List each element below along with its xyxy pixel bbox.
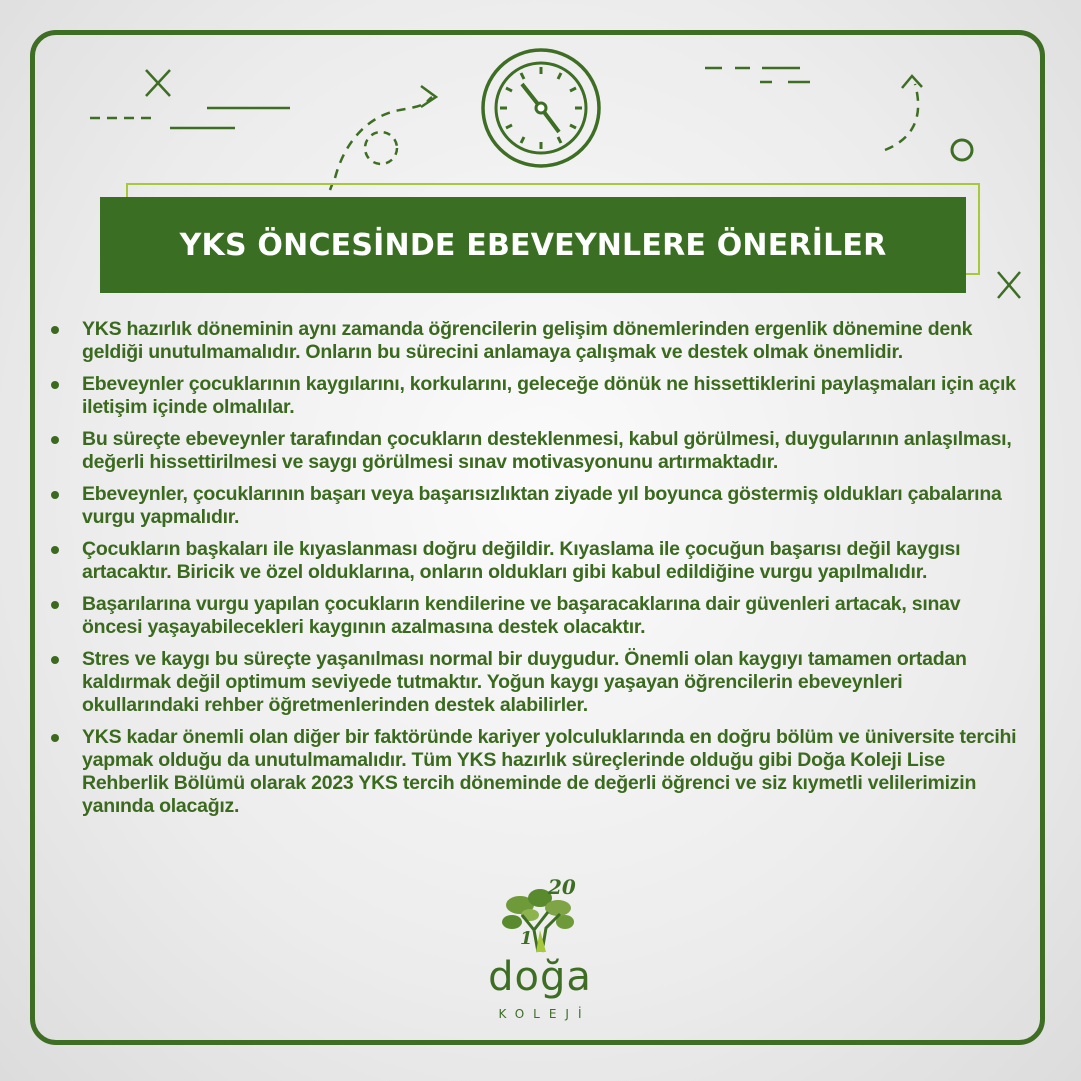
list-item-text: YKS hazırlık döneminin aynı zamanda öğrencilerin gelişim dönemlerinden ergenlik dönemine denk geldiği unutulmamalıdır. Onların bu sürecini anlamaya çalışmak ve destek olmak önemlidir. [82, 318, 973, 363]
logo-subtitle: KOLEJİ [498, 1007, 591, 1021]
list-item-text: YKS kadar önemli olan diğer bir faktöründe kariyer yolculuklarında en doğru bölüm ve üniversite tercihi yapmak olduğu da unutulmamalıdır. Tüm YKS hazırlık süreçlerinde olduğu gibi Doğa Koleji Lise Rehberlik Bölümü olarak 2023 YKS tercih döneminde de değerli öğrenci ve siz kıymetli velilerimizin yanında olacağız. [82, 726, 1017, 817]
list-item-text: Çocukların başkaları ile kıyaslanması doğru değildir. Kıyaslama ile çocuğun başarısı değil kaygısı artacaktır. Biricik ve özel olduklarına, onların oldukları gibi kabul edildiğine vurgu yapılmalıdır. [82, 538, 961, 583]
list-item-text: Bu süreçte ebeveynler tarafından çocukların desteklenmesi, kabul görülmesi, duygularının anlaşılması, değerli hissettirilmesi ve saygı görülmesi sınav motivasyonunu artırmaktadır. [82, 428, 1012, 473]
list-item-text: Başarılarına vurgu yapılan çocukların kendilerine ve başaracaklarına dair güvenleri artacak, sınav öncesi yaşayabilecekleri kaygının azalmasına destek olacaktır. [82, 593, 961, 638]
logo-name: doğa [488, 954, 592, 1000]
list-item-text: Ebeveynler, çocuklarının başarı veya başarısızlıktan ziyade yıl boyunca göstermiş oldukları çabalarına vurgu yapmalıdır. [82, 483, 1002, 528]
list-item-text: Ebeveynler çocuklarının kaygılarını, korkularını, geleceğe dönük ne hissettiklerini paylaşmaları için açık iletişim içinde olmalılar. [82, 373, 1016, 418]
page-title: YKS ÖNCESİNDE EBEVEYNLERE ÖNERİLER [179, 227, 887, 263]
logo-number-top: 20 [548, 875, 576, 899]
logo-number-left: 1 [520, 928, 533, 949]
list-item-text: Stres ve kaygı bu süreçte yaşanılması normal bir duygudur. Önemli olan kaygıyı tamamen ortadan kaldırmak değil optimum seviyede tutmaktır. Yoğun kaygı yaşayan öğrencilerin ebeveynleri okullarındaki rehber öğretmenlerinden destek alabilirler. [82, 648, 967, 716]
